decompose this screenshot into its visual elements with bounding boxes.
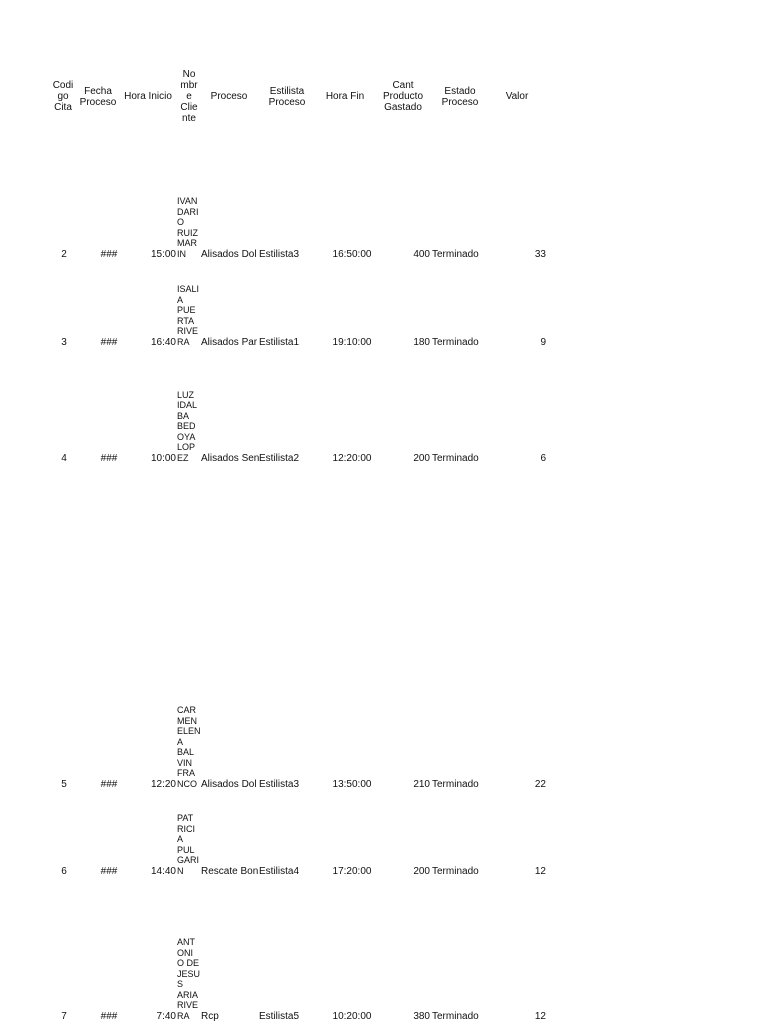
cell-hora-fin: 10:20:00 [332,1011,372,1022]
cell-hora-inicio: 16:40 [150,337,176,348]
cell-estilista: Estilista3 [259,779,300,790]
cell-valor: 12 [534,866,546,877]
cell-estado: Terminado [432,1011,479,1022]
cell-cant: 210 [413,779,430,790]
cell-hora-fin: 17:20:00 [332,866,372,877]
header-cant-producto: Cant Producto Gastado [382,80,424,113]
cell-nombre-cliente: LUZ IDAL BA BED OYA LOP EZ [177,389,198,463]
cell-nombre-cliente: CAR MEN ELEN A BAL VIN FRA NCO [177,705,201,789]
cell-estilista: Estilista5 [259,1011,300,1022]
cell-hora-inicio: 12:20 [150,779,176,790]
cell-hora-inicio: 14:40 [150,866,176,877]
cell-valor: 9 [540,337,546,348]
header-hora-inicio: Hora Inicio [124,91,172,102]
cell-proceso: Alisados Sen [201,453,260,464]
header-codigo-cita: Codi go Cita [52,80,74,113]
cell-estado: Terminado [432,866,479,877]
cell-cant: 400 [413,249,430,260]
cell-valor: 6 [540,453,546,464]
header-estado-proceso: Estado Proceso [441,86,479,108]
cell-valor: 22 [534,779,546,790]
cell-fecha: ### [100,866,118,877]
cell-estilista: Estilista4 [259,866,300,877]
cell-codigo: 6 [61,866,67,877]
cell-nombre-cliente: PAT RICI A PUL GARI N [177,813,200,876]
cell-codigo: 4 [61,453,67,464]
cell-codigo: 3 [61,337,67,348]
header-nombre-cliente: No mbr e Clie nte [180,69,198,124]
cell-proceso: Rcp [201,1011,219,1022]
cell-valor: 33 [534,249,546,260]
cell-valor: 12 [534,1011,546,1022]
cell-estilista: Estilista3 [259,249,300,260]
header-estilista-proceso: Estilista Proceso [268,86,306,108]
cell-codigo: 7 [61,1011,67,1022]
cell-codigo: 2 [61,249,67,260]
cell-estado: Terminado [432,249,479,260]
cell-proceso: Alisados Par [201,337,258,348]
header-fecha-proceso: Fecha Proceso [79,86,117,108]
cell-fecha: ### [100,779,118,790]
cell-estilista: Estilista2 [259,453,300,464]
cell-proceso: Rescate Bon [201,866,259,877]
cell-nombre-cliente: IVAN DARI O RUIZ MAR IN [177,196,199,259]
cell-proceso: Alisados Dol [201,249,257,260]
cell-cant: 380 [413,1011,430,1022]
header-hora-fin: Hora Fin [325,91,365,102]
cell-estilista: Estilista1 [259,337,300,348]
cell-hora-inicio: 15:00 [150,249,176,260]
cell-cant: 200 [413,866,430,877]
cell-hora-fin: 12:20:00 [332,453,372,464]
header-valor: Valor [505,91,529,102]
cell-nombre-cliente: ANT ONI O DE JESU S ARIA RIVE RA [177,937,201,1021]
cell-codigo: 5 [61,779,67,790]
cell-estado: Terminado [432,779,479,790]
cell-proceso: Alisados Dol [201,779,257,790]
cell-hora-inicio: 10:00 [150,453,176,464]
cell-cant: 180 [413,337,430,348]
cell-estado: Terminado [432,337,479,348]
cell-cant: 200 [413,453,430,464]
header-proceso: Proceso [210,91,248,102]
cell-hora-fin: 16:50:00 [332,249,372,260]
cell-fecha: ### [100,337,118,348]
cell-nombre-cliente: ISALI A PUE RTA RIVE RA [177,284,200,347]
cell-estado: Terminado [432,453,479,464]
cell-fecha: ### [100,249,118,260]
cell-hora-fin: 19:10:00 [332,337,372,348]
cell-fecha: ### [100,453,118,464]
cell-hora-inicio: 7:40 [156,1011,176,1022]
cell-hora-fin: 13:50:00 [332,779,372,790]
cell-fecha: ### [100,1011,118,1022]
